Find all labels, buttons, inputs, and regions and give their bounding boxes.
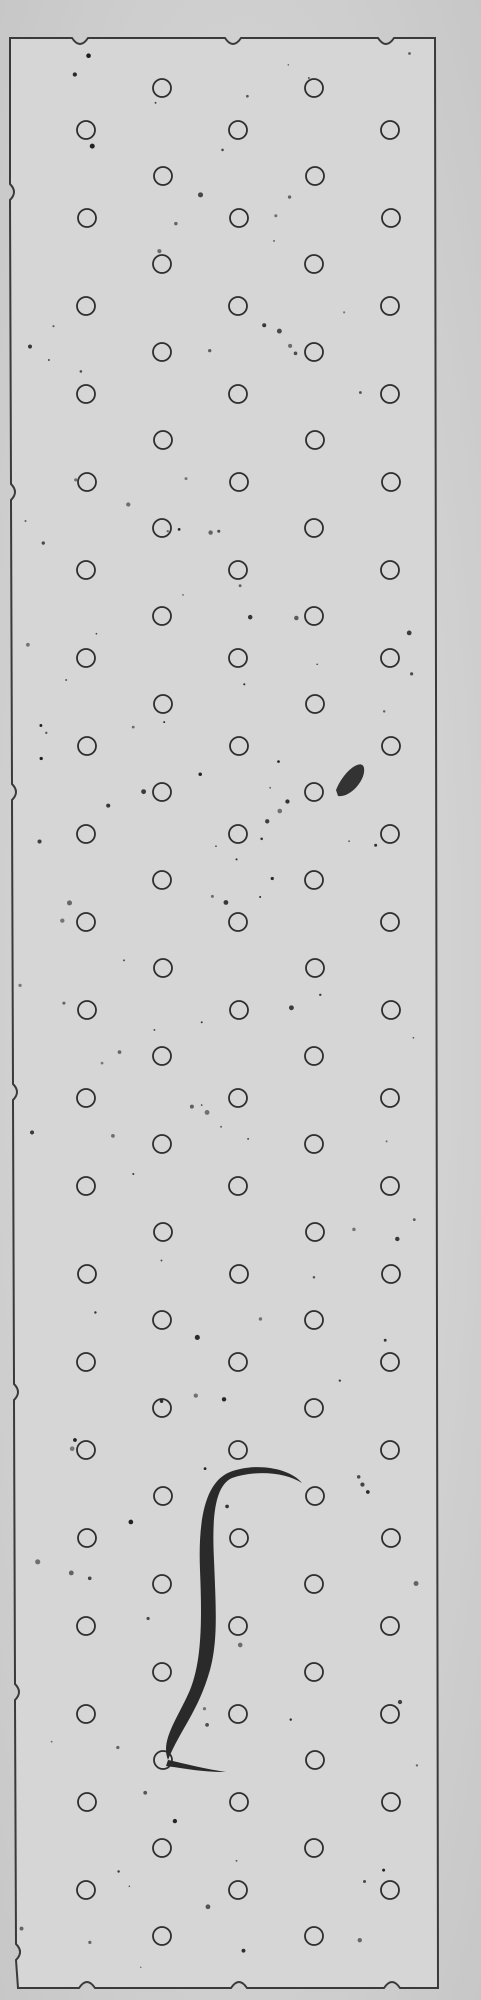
- debris-speck: [42, 541, 45, 544]
- debris-speck: [208, 530, 212, 534]
- debris-speck: [262, 323, 266, 327]
- debris-speck: [289, 1005, 294, 1010]
- debris-speck: [288, 195, 291, 198]
- debris-speck: [416, 1764, 418, 1766]
- debris-speck: [40, 757, 43, 760]
- debris-speck: [88, 1576, 92, 1580]
- debris-speck: [360, 1483, 364, 1487]
- debris-speck: [413, 1037, 415, 1039]
- debris-speck: [277, 760, 280, 763]
- debris-speck: [90, 144, 95, 149]
- debris-speck: [243, 683, 245, 685]
- debris-speck: [174, 222, 177, 225]
- debris-speck: [185, 477, 188, 480]
- debris-speck: [60, 918, 64, 922]
- debris-speck: [259, 896, 261, 898]
- debris-speck: [132, 726, 135, 729]
- debris-speck: [246, 95, 249, 98]
- debris-speck: [203, 1707, 206, 1710]
- debris-speck: [413, 1218, 416, 1221]
- debris-speck: [70, 1446, 75, 1451]
- debris-speck: [201, 1104, 203, 1106]
- debris-speck: [222, 1397, 226, 1401]
- debris-speck: [116, 1746, 119, 1749]
- debris-speck: [224, 900, 229, 905]
- debris-speck: [382, 1869, 385, 1872]
- debris-speck: [294, 616, 298, 620]
- debris-speck: [67, 900, 72, 905]
- debris-speck: [111, 1134, 115, 1138]
- debris-speck: [407, 630, 412, 635]
- debris-speck: [106, 804, 110, 808]
- debris-speck: [160, 1399, 164, 1403]
- debris-speck: [178, 528, 181, 531]
- debris-speck: [221, 149, 224, 152]
- debris-speck: [287, 64, 289, 66]
- debris-speck: [248, 615, 253, 620]
- debris-speck: [359, 391, 362, 394]
- debris-speck: [247, 1138, 249, 1140]
- debris-speck: [273, 240, 275, 242]
- debris-speck: [88, 121, 90, 123]
- debris-speck: [352, 1228, 356, 1232]
- debris-speck: [386, 1140, 388, 1142]
- debris-speck: [205, 1723, 209, 1727]
- debris-speck: [38, 840, 42, 844]
- debris-speck: [339, 1379, 341, 1381]
- debris-speck: [204, 1467, 207, 1470]
- debris-speck: [410, 672, 413, 675]
- debris-speck: [277, 329, 282, 334]
- debris-speck: [206, 1904, 211, 1909]
- debris-speck: [348, 840, 350, 842]
- debris-speck: [182, 594, 184, 596]
- debris-speck: [128, 1520, 133, 1525]
- debris-speck: [45, 732, 47, 734]
- debris-speck: [62, 1002, 65, 1005]
- debris-speck: [414, 1581, 419, 1586]
- debris-speck: [48, 359, 50, 361]
- debris-speck: [166, 530, 168, 532]
- debris-speck: [277, 809, 282, 814]
- debris-speck: [126, 502, 130, 506]
- debris-speck: [398, 1700, 402, 1704]
- debris-speck: [96, 633, 98, 635]
- debris-speck: [141, 789, 146, 794]
- debris-speck: [366, 1490, 370, 1494]
- debris-speck: [163, 721, 165, 723]
- debris-speck: [30, 1130, 34, 1134]
- debris-speck: [65, 679, 67, 681]
- debris-speck: [236, 858, 238, 860]
- debris-speck: [73, 1438, 77, 1442]
- debris-speck: [157, 249, 161, 253]
- debris-speck: [86, 53, 91, 58]
- debris-speck: [274, 214, 277, 217]
- debris-speck: [236, 1860, 238, 1862]
- debris-speck: [69, 1571, 74, 1576]
- debris-speck: [153, 1029, 155, 1031]
- debris-speck: [395, 1237, 399, 1241]
- debris-speck: [383, 710, 385, 712]
- debris-speck: [129, 1886, 131, 1888]
- debris-speck: [316, 663, 318, 665]
- debris-speck: [74, 478, 77, 481]
- debris-speck: [173, 1819, 177, 1823]
- debris-speck: [384, 1339, 387, 1342]
- debris-speck: [132, 1173, 134, 1175]
- debris-speck: [88, 1941, 91, 1944]
- debris-speck: [52, 325, 54, 327]
- debris-speck: [211, 895, 214, 898]
- debris-speck: [271, 877, 274, 880]
- debris-speck: [20, 1927, 24, 1931]
- debris-speck: [269, 787, 271, 789]
- debris-speck: [343, 311, 345, 313]
- debris-speck: [195, 1335, 200, 1340]
- debris-speck: [94, 1311, 96, 1313]
- debris-speck: [205, 1110, 210, 1115]
- debris-speck: [101, 1062, 104, 1065]
- debris-speck: [24, 520, 26, 522]
- debris-speck: [408, 52, 411, 55]
- debris-speck: [123, 959, 125, 961]
- debris-speck: [285, 799, 289, 803]
- debris-speck: [374, 844, 377, 847]
- debris-speck: [35, 1559, 40, 1564]
- debris-speck: [290, 1718, 292, 1720]
- debris-speck: [201, 1021, 203, 1023]
- debris-speck: [51, 1741, 53, 1743]
- debris-speck: [260, 837, 263, 840]
- debris-speck: [358, 1938, 362, 1942]
- debris-speck: [140, 1966, 142, 1968]
- debris-speck: [220, 1126, 222, 1128]
- debris-speck: [117, 1870, 119, 1872]
- debris-speck: [118, 1050, 122, 1054]
- debris-speck: [294, 352, 298, 356]
- debris-speck: [215, 845, 217, 847]
- debris-speck: [18, 984, 21, 987]
- debris-speck: [238, 1643, 243, 1648]
- debris-speck: [265, 819, 269, 823]
- debris-speck: [198, 772, 202, 776]
- debris-speck: [194, 1393, 198, 1397]
- debris-speck: [155, 102, 157, 104]
- debris-speck: [239, 584, 242, 587]
- debris-speck: [319, 994, 321, 996]
- debris-speck: [259, 1317, 262, 1320]
- debris-speck: [161, 1260, 163, 1262]
- debris-speck: [198, 192, 203, 197]
- debris-speck: [28, 344, 32, 348]
- debris-speck: [80, 370, 83, 373]
- debris-speck: [190, 1105, 194, 1109]
- debris-speck: [242, 1949, 246, 1953]
- debris-speck: [357, 1475, 360, 1478]
- debris-speck: [217, 530, 220, 533]
- chamber-outline: [10, 38, 438, 1988]
- debris-speck: [225, 1505, 229, 1509]
- debris-speck: [313, 1276, 316, 1279]
- debris-speck: [26, 643, 30, 647]
- debris-speck: [146, 1617, 149, 1620]
- debris-speck: [73, 72, 77, 76]
- debris-speck: [363, 1880, 366, 1883]
- debris-speck: [143, 1791, 147, 1795]
- debris-speck: [308, 77, 310, 79]
- debris-speck: [208, 349, 211, 352]
- debris-speck: [39, 724, 42, 727]
- debris-speck: [288, 344, 292, 348]
